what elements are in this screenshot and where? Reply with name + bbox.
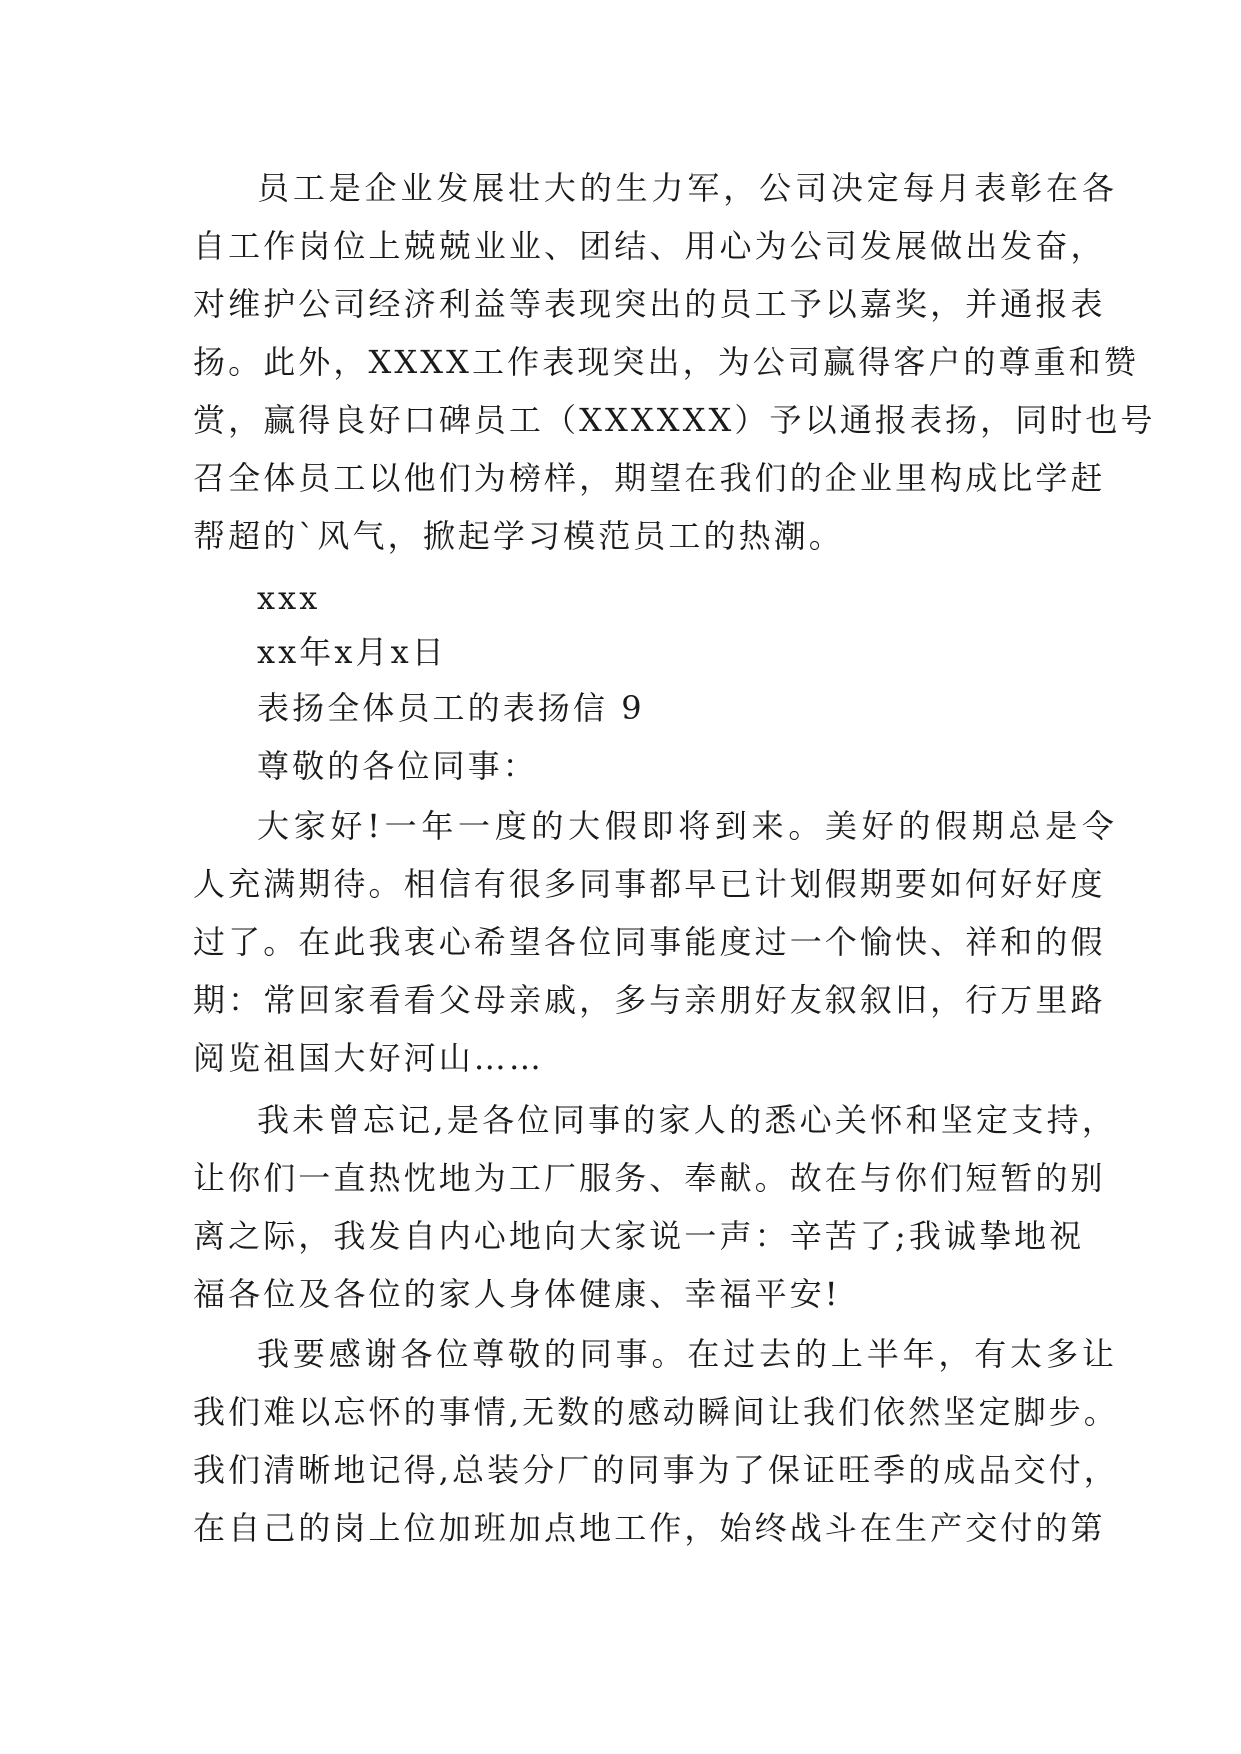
paragraph-line: 帮超的`风气，掀起学习模范员工的热潮。 (193, 517, 844, 555)
paragraph-line: 离之际，我发自内心地向大家说一声：辛苦了;我诚挚地祝 (193, 1217, 1085, 1255)
paragraph-line: 我们清晰地记得,总装分厂的同事为了保证旺季的成品交付， (193, 1451, 1119, 1489)
paragraph-line: 员工是企业发展壮大的生力军，公司决定每月表彰在各 (257, 169, 1117, 207)
paragraph-line: 赏，赢得良好口碑员工（XXXXXX）予以通报表扬，同时也号 (193, 401, 1156, 439)
paragraph-line: 大家好!一年一度的大假即将到来。美好的假期总是令 (257, 807, 1117, 845)
paragraph-line: 召全体员工以他们为榜样，期望在我们的企业里构成比学赶 (193, 459, 1106, 497)
paragraph-line: 期：常回家看看父母亲戚，多与亲朋好友叙叙旧，行万里路 (193, 981, 1106, 1019)
paragraph-line: 对维护公司经济利益等表现突出的员工予以嘉奖，并通报表 (193, 285, 1106, 323)
paragraph-line: 我要感谢各位尊敬的同事。在过去的上半年，有太多让 (257, 1335, 1117, 1373)
paragraph-line: 我未曾忘记,是各位同事的家人的悉心关怀和坚定支持， (257, 1101, 1117, 1139)
signature-date: xx年x月x日 (257, 633, 447, 671)
paragraph-line: 阅览祖国大好河山…… (193, 1039, 545, 1077)
paragraph-line: 扬。此外，XXXX工作表现突出，为公司赢得客户的尊重和赞 (193, 343, 1139, 381)
paragraph-line: 人充满期待。相信有很多同事都早已计划假期要如何好好度 (193, 865, 1106, 903)
signature-name: xxx (257, 579, 321, 617)
letter-title: 表扬全体员工的表扬信 9 (257, 689, 645, 727)
paragraph-line: 福各位及各位的家人身体健康、幸福平安! (193, 1275, 841, 1313)
paragraph-line: 让你们一直热忱地为工厂服务、奉献。故在与你们短暂的别 (193, 1159, 1106, 1197)
paragraph-line: 自工作岗位上兢兢业业、团结、用心为公司发展做出发奋， (193, 227, 1106, 265)
salutation: 尊敬的各位同事： (257, 747, 538, 785)
paragraph-line: 过了。在此我衷心希望各位同事能度过一个愉快、祥和的假 (193, 923, 1106, 961)
paragraph-line: 在自己的岗上位加班加点地工作，始终战斗在生产交付的第 (193, 1509, 1106, 1547)
paragraph-line: 我们难以忘怀的事情,无数的感动瞬间让我们依然坚定脚步。 (193, 1393, 1119, 1431)
